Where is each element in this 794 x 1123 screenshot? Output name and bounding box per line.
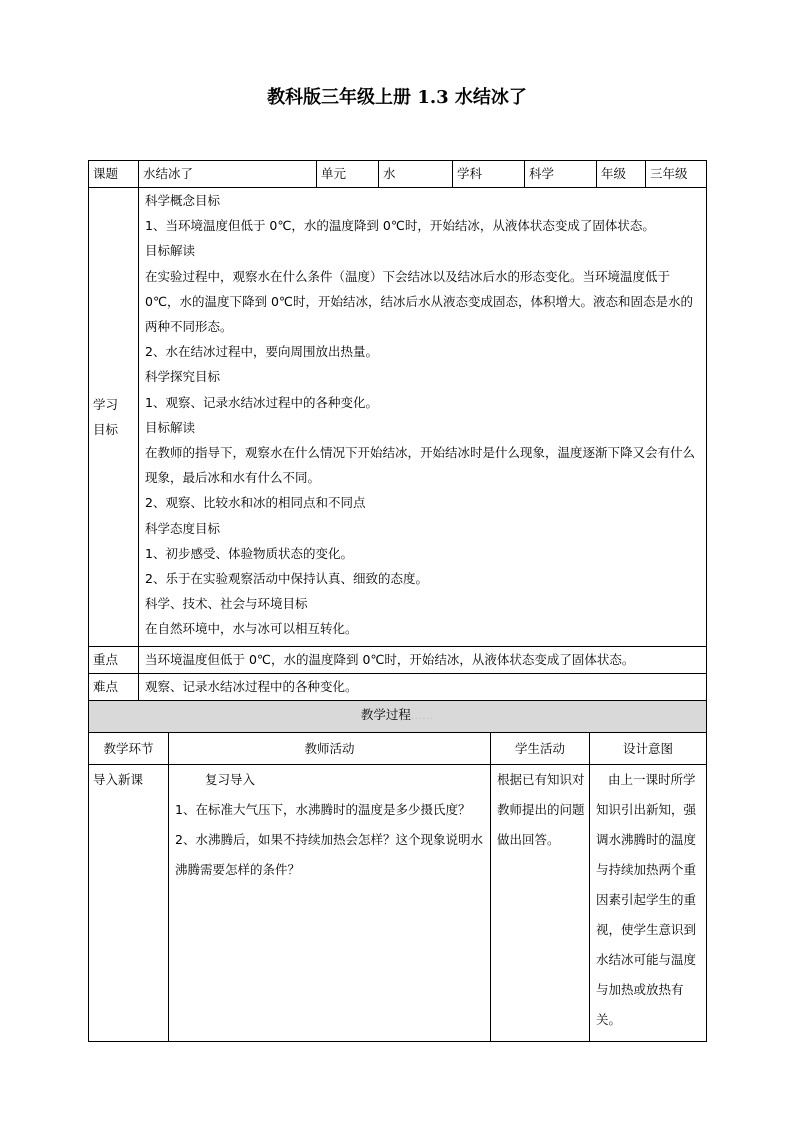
teacher-activity-cell (169, 765, 491, 1042)
process-heading: 教学过程...... (89, 701, 707, 733)
learning-goals (139, 188, 707, 647)
goal-line: 在自然环境中，水与冰可以相互转化。 (145, 621, 358, 637)
unit-label: 单元 (317, 161, 379, 188)
unit-value: 水 (379, 161, 453, 188)
column-header-stage: 教学环节 (89, 733, 169, 765)
goal-line: 科学概念目标 (145, 193, 221, 208)
column-header-intent: 设计意图 (590, 733, 707, 765)
topic-value: 水结冰了 (139, 161, 317, 188)
goal-line: 在教师的指导下，观察水在什么情况下开始结冰，开始结冰时是什么现象，温度逐渐下降又会有什么现象，最后冰和水有什么不同。 (145, 445, 696, 486)
grade-label: 年级 (597, 161, 646, 188)
goal-line: 目标解读 (145, 419, 196, 435)
teacher-activity-title: 复习导入 (205, 772, 256, 787)
key-point-text: 当环境温度但低于 0℃，水的温度降到 0℃时，开始结冰，从液体状态变成了固体状态。 (139, 647, 707, 674)
key-point-label: 重点 (89, 647, 139, 674)
teacher-activity-item: 2、水沸腾后，如果不持续加热会怎样？这个现象说明水沸腾需要怎样的条件？ (175, 832, 483, 877)
table-row (89, 765, 707, 1042)
goal-line: 2、乐于在实验观察活动中保持认真、细致的态度。 (145, 571, 428, 587)
teacher-activity-item: 1、在标准大气压下，水沸腾时的温度是多少摄氏度？ (175, 802, 471, 817)
page-title: 教科版三年级上册 1.3 水结冰了 (267, 87, 527, 108)
topic-label: 课题 (89, 161, 139, 188)
goal-line: 2、观察、比较水和冰的相同点和不同点 (145, 495, 366, 511)
goal-line: 科学探究目标 (145, 369, 221, 385)
lesson-info-table (88, 160, 707, 701)
difficulty-text: 观察、记录水结冰过程中的各种变化。 (139, 674, 707, 701)
stage-cell: 导入新课 (89, 765, 169, 1042)
grade-value: 三年级 (646, 161, 707, 188)
subject-label: 学科 (453, 161, 525, 188)
goal-line: 1、观察、记录水结冰过程中的各种变化。 (145, 394, 378, 410)
goals-label-line1: 学习 (93, 396, 119, 412)
design-intent-cell: 由上一课时所学知识引出新知，强调水沸腾时的温度与持续加热两个重因素引起学生的重视，使学生意识到水结冰可能与温度与加热或放热有关。 (590, 765, 707, 1042)
student-activity-cell: 根据已有知识对教师提出的问题做出回答。 (491, 765, 590, 1042)
goal-line: 2、水在结冰过程中，要向周围放出热量。 (145, 344, 378, 360)
goal-line: 1、当环境温度但低于 0℃，水的温度降到 0℃时，开始结冰，从液体状态变成了固体状态。 (145, 218, 655, 234)
subject-value: 科学 (525, 161, 597, 188)
goal-line: 在实验过程中，观察水在什么条件（温度）下会结冰以及结冰后水的形态变化。当环境温度低于 0℃，水的温度下降到 0℃时，开始结冰，结冰后水从液态变成固态，体积增大。液态和固态是水的两种不同形态。 (145, 268, 693, 335)
goals-label-line2: 目标 (93, 422, 119, 437)
goal-line: 目标解读 (145, 243, 196, 259)
teaching-process-table (88, 700, 707, 1042)
difficulty-label: 难点 (89, 674, 139, 701)
goal-line: 科学、技术、社会与环境目标 (145, 596, 308, 612)
column-header-teacher: 教师活动 (169, 733, 491, 765)
goals-label (89, 188, 139, 647)
column-header-student: 学生活动 (491, 733, 590, 765)
goal-line: 1、初步感受、体验物质状态的变化。 (145, 545, 353, 561)
goal-line: 科学态度目标 (145, 520, 221, 536)
